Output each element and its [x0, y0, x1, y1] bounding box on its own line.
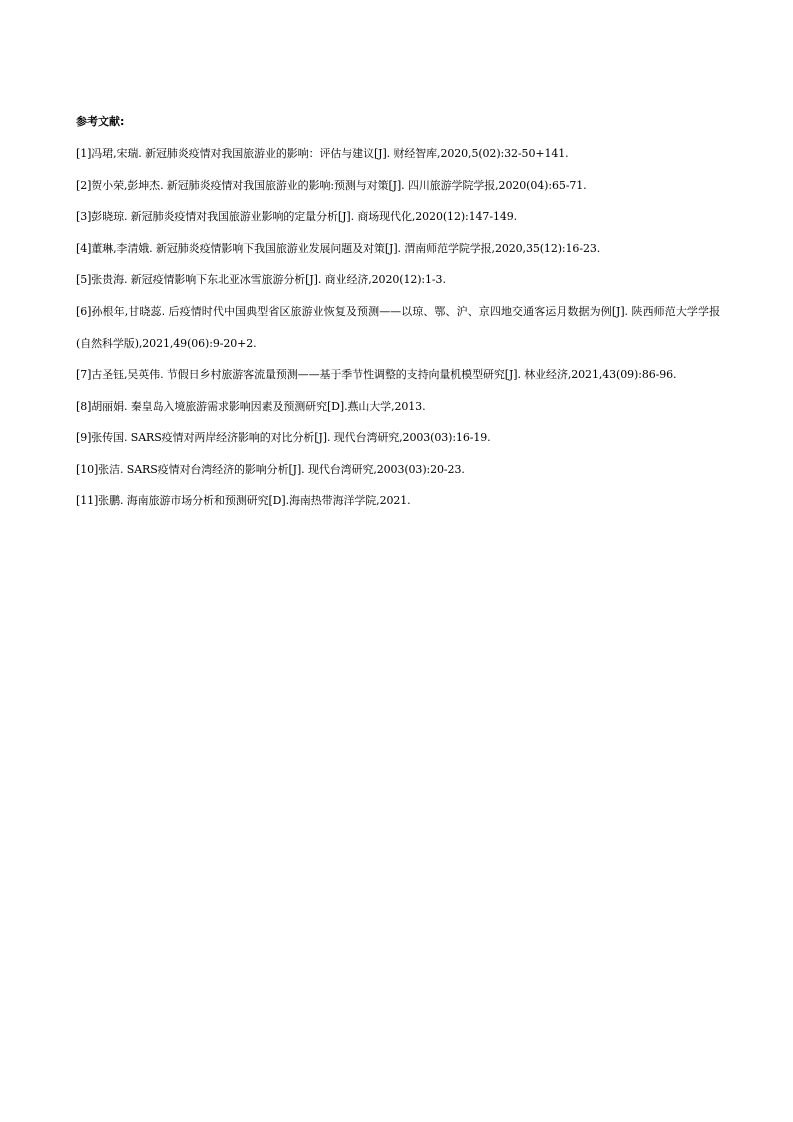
reference-item-7: [7]古圣钰,吴英伟. 节假日乡村旅游客流量预测——基于季节性调整的支持向量机模型研究[J]. 林业经济,2021,43(09):86-96. [76, 368, 677, 381]
reference-item-8: [8]胡丽娟. 秦皇岛入境旅游需求影响因素及预测研究[D].燕山大学,2013. [76, 399, 426, 413]
reference-item-10: [10]张洁. SARS疫情对台湾经济的影响分析[J]. 现代台湾研究,2003(03):20-23. [76, 462, 465, 476]
reference-item-4: [4]董琳,李清娥. 新冠肺炎疫情影响下我国旅游业发展问题及对策[J]. 渭南师范学院学报,2020,35(12):16-23. [76, 241, 601, 255]
reference-item-9: [9]张传国. SARS疫情对两岸经济影响的对比分析[J]. 现代台湾研究,2003(03):16-19. [76, 431, 491, 444]
reference-list [76, 114, 720, 525]
reference-item-6: [6]孙根年,甘晓蕊. 后疫情时代中国典型省区旅游业恢复及预测——以琼、鄂、沪、京四地交通客运月数据为例[J]. 陕西师范大学学报(自然科学版),2021,49(06):9-20+2. [76, 305, 720, 350]
reference-item-5: [5]张贵海. 新冠疫情影响下东北亚冰雪旅游分析[J]. 商业经济,2020(12):1-3. [76, 273, 446, 286]
references-heading: 参考文献: [76, 115, 125, 128]
reference-item-3: [3]彭晓琼. 新冠肺炎疫情对我国旅游业影响的定量分析[J]. 商场现代化,2020(12):147-149. [76, 210, 518, 223]
reference-item-11: [11]张鹏. 海南旅游市场分析和预测研究[D].海南热带海洋学院,2021. [76, 494, 411, 507]
reference-item-2: [2]贺小荣,彭坤杰. 新冠肺炎疫情对我国旅游业的影响:预测与对策[J]. 四川旅游学院学报,2020(04):65-71. [76, 178, 587, 192]
reference-item-1: [1]冯珺,宋瑞. 新冠肺炎疫情对我国旅游业的影响：评估与建议[J]. 财经智库,2020,5(02):32-50+141. [76, 147, 569, 160]
